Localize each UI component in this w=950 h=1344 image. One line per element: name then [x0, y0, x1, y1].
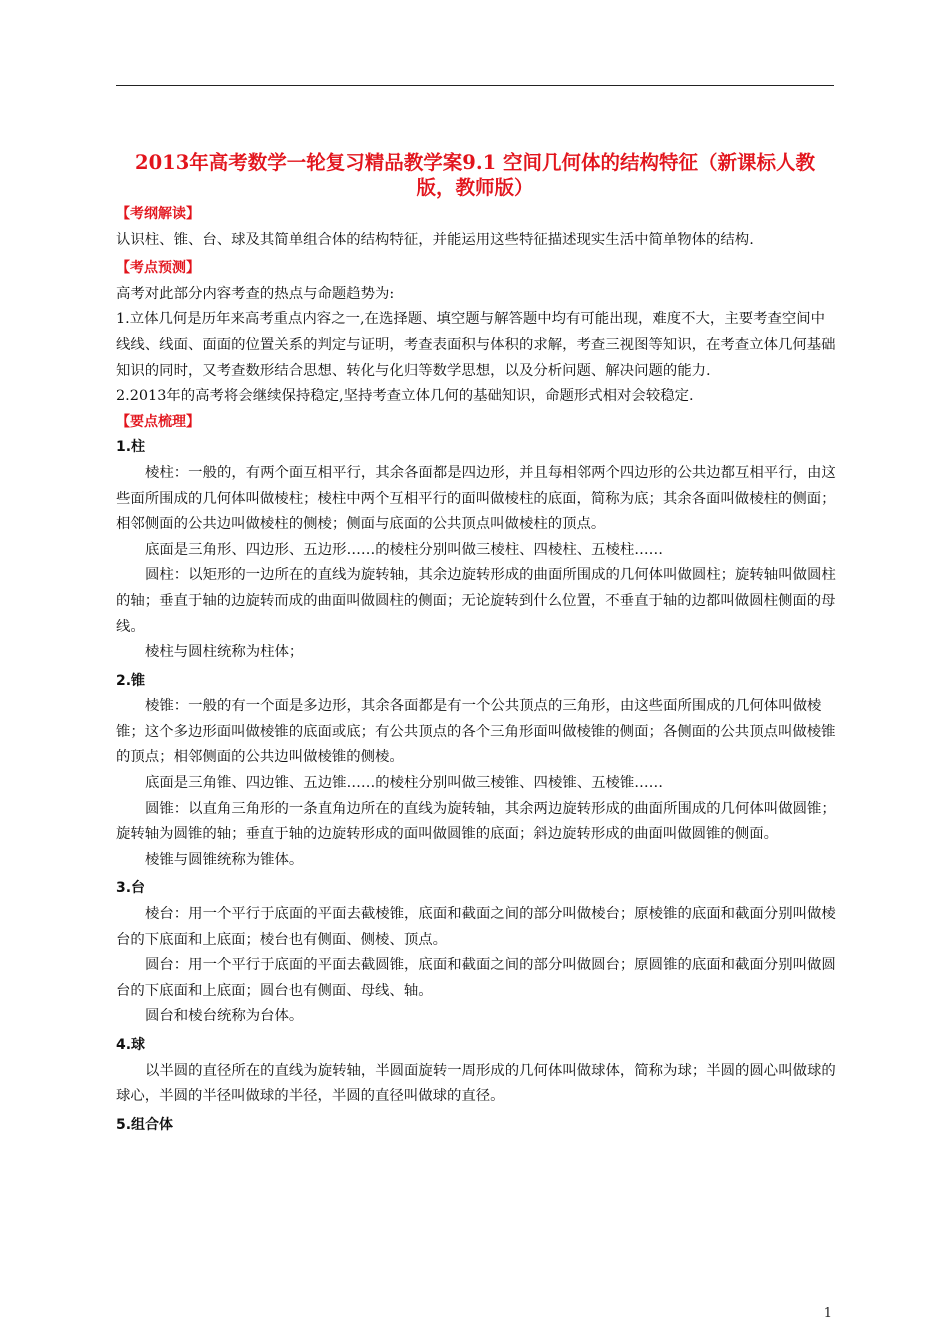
subheading-frustum: 3.台 — [116, 880, 146, 897]
subheading-sphere: 4.球 — [116, 1037, 146, 1053]
paragraph: 底面是三角锥、四边锥、五边锥……的棱柱分别叫做三棱锥、四棱锥、五棱锥…… — [145, 775, 664, 792]
paragraph: 棱柱与圆柱统称为柱体； — [145, 644, 304, 661]
subheading-composite: 5.组合体 — [116, 1116, 174, 1133]
paragraph: 圆台和棱台统称为台体。 — [145, 1008, 304, 1025]
paragraph: 认识柱、锥、台、球及其简单组合体的结构特征，并能运用这些特征描述现实生活中简单物体的结构. — [116, 231, 754, 248]
subheading-cone: 2.锥 — [116, 672, 146, 689]
paragraph: 圆锥：以直角三角形的一条直角边所在的直线为旋转轴，其余两边旋转形成的曲面所围成的几何体叫做圆锥；旋转轴为圆锥的轴；垂直于轴的边旋转形成的面叫做圆锥的底面；斜边旋转形成的曲面叫做圆锥的侧面。 — [116, 800, 836, 843]
subheading-prism: 1.柱 — [116, 439, 146, 456]
paragraph: 1.立体几何是历年来高考重点内容之一,在选择题、填空题与解答题中均有可能出现，难度不大，主要考查空间中线线、线面、面面的位置关系的判定与证明，考查表面积与体积的求解，考查三视图等知识，在考查立体几何基础知识的同时，又考查数形结合思想、转化与化归等数学思想，以及分析问题、解决问题的能力. — [116, 311, 836, 379]
paragraph: 棱锥与圆锥统称为锥体。 — [145, 851, 304, 868]
paragraph: 棱柱：一般的，有两个面互相平行，其余各面都是四边形，并且每相邻两个四边形的公共边都互相平行，由这些面所围成的几何体叫做棱柱；棱柱中两个互相平行的面叫做棱柱的底面，简称为底；其余各面叫做棱柱的侧面；相邻侧面的公共边叫做棱柱的侧棱；侧面与底面的公共顶点叫做棱柱的顶点。 — [116, 464, 836, 533]
paragraph: 棱锥：一般的有一个面是多边形，其余各面都是有一个公共顶点的三角形，由这些面所围成的几何体叫做棱锥；这个多边形面叫做棱锥的底面或底；有公共顶点的各个三角形面叫做棱锥的侧面；各侧面的公共顶点叫做棱锥的顶点；相邻侧面的公共边叫做棱锥的侧棱。 — [116, 698, 836, 766]
document-body — [116, 202, 836, 1138]
section-tag-summary: 【要点梳理】 — [116, 413, 200, 430]
paragraph: 圆台：用一个平行于底面的平面去截圆锥，底面和截面之间的部分叫做圆台；原圆锥的底面和截面分别叫做圆台的下底面和上底面；圆台也有侧面、母线、轴。 — [116, 957, 836, 999]
paragraph: 棱台：用一个平行于底面的平面去截棱锥，底面和截面之间的部分叫做棱台；原棱锥的底面和截面分别叫做棱台的下底面和上底面；棱台也有侧面、侧棱、顶点。 — [116, 906, 836, 948]
paragraph: 以半圆的直径所在的直线为旋转轴，半圆面旋转一周形成的几何体叫做球体，简称为球；半圆的圆心叫做球的球心，半圆的半径叫做球的半径，半圆的直径叫做球的直径。 — [116, 1062, 836, 1105]
paragraph: 底面是三角形、四边形、五边形……的棱柱分别叫做三棱柱、四棱柱、五棱柱…… — [145, 541, 664, 558]
paragraph: 2.2013年的高考将会继续保持稳定,坚持考查立体几何的基础知识，命题形式相对会较稳定. — [116, 388, 694, 405]
paragraph: 圆柱：以矩形的一边所在的直线为旋转轴，其余边旋转形成的曲面所围成的几何体叫做圆柱；旋转轴叫做圆柱的轴；垂直于轴的边旋转而成的曲面叫做圆柱的侧面；无论旋转到什么位置，不垂直于轴的边都叫做圆柱侧面的母线。 — [116, 567, 836, 635]
header-rule — [116, 85, 834, 86]
section-tag-forecast: 【考点预测】 — [116, 260, 200, 277]
page-number: 1 — [823, 1306, 832, 1321]
paragraph: 高考对此部分内容考查的热点与命题趋势为: — [116, 285, 395, 302]
section-tag-outline: 【考纲解读】 — [116, 206, 200, 222]
document-title: 2013年高考数学一轮复习精品教学案9.1 空间几何体的结构特征（新课标人教版，教师版） — [135, 151, 815, 199]
